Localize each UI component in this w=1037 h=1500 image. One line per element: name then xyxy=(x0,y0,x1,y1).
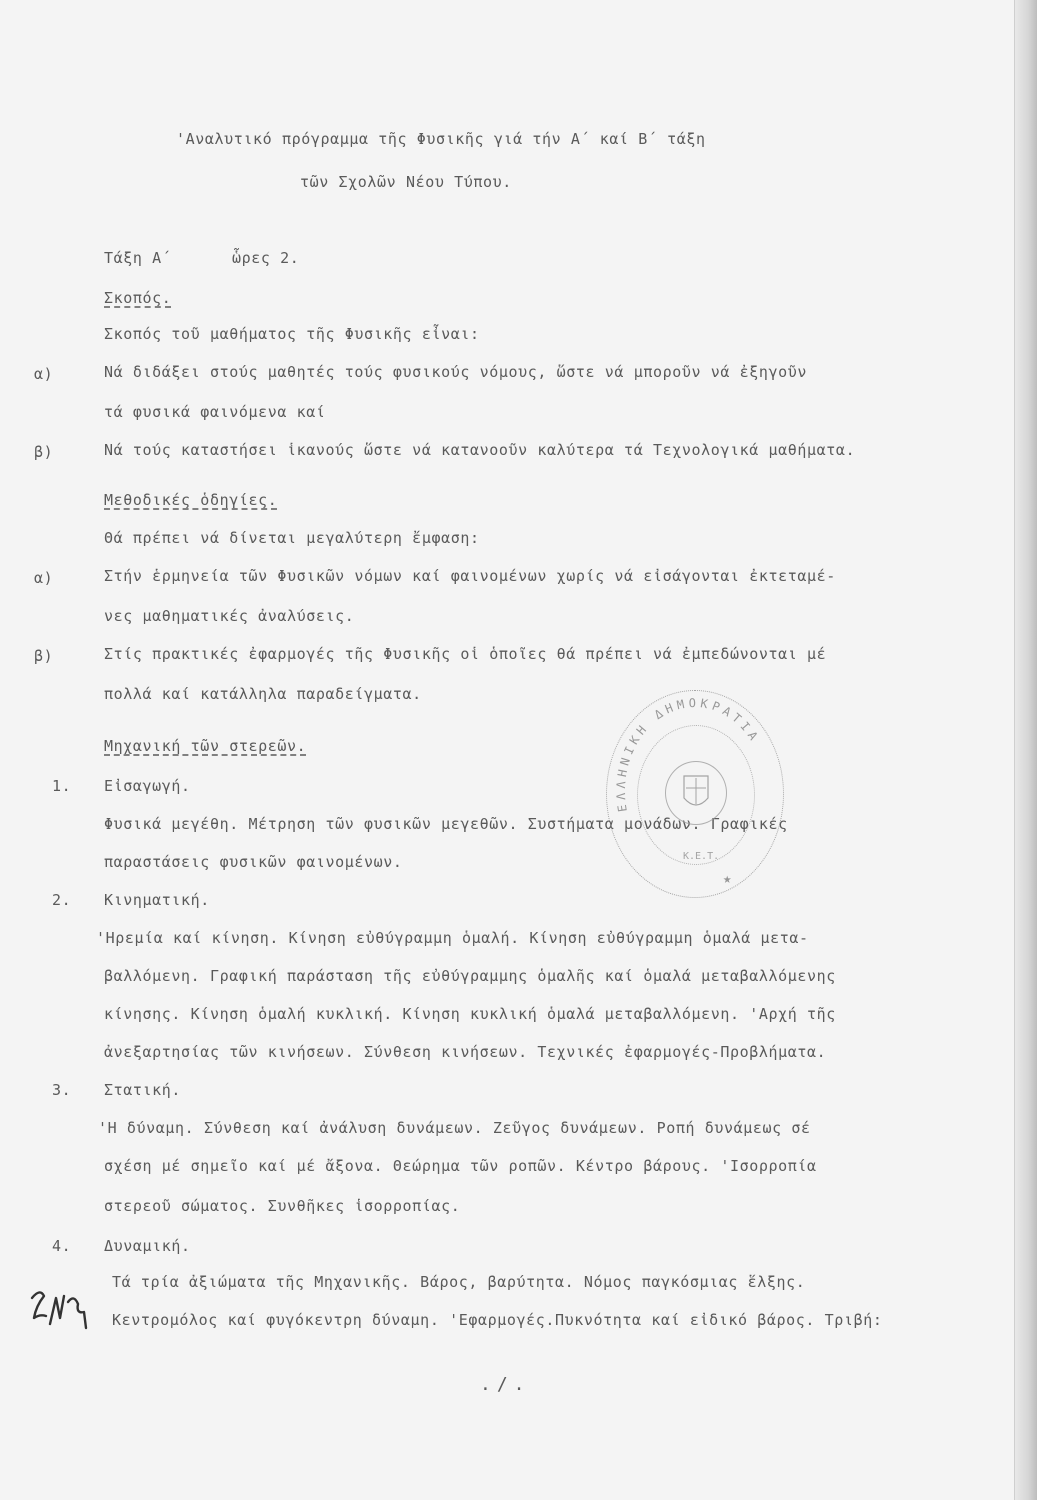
page-edge xyxy=(1014,0,1037,1500)
item-2-number: 2. xyxy=(52,891,72,909)
item-1-line-2: παραστάσεις φυσικῶν φαινομένων. xyxy=(104,853,403,871)
item-4-title: Δυναμική. xyxy=(104,1237,191,1255)
mechanics-heading: Μηχανική τῶν στερεῶν. xyxy=(104,737,307,755)
title-line-2: τῶν Σχολῶν Νέου Τύπου. xyxy=(300,173,512,191)
method-b-marker: β) xyxy=(34,647,54,665)
item-2-title: Κινηματική. xyxy=(104,891,210,909)
item-1-number: 1. xyxy=(52,777,72,795)
item-4-number: 4. xyxy=(52,1237,72,1255)
star-icon: ★ xyxy=(723,871,732,887)
class-hours: ὧρες 2. xyxy=(232,249,300,267)
item-3-number: 3. xyxy=(52,1081,72,1099)
aim-a-marker: α) xyxy=(34,365,54,383)
item-2-line-4: ἀνεξαρτησίας τῶν κινήσεων. Σύνθεση κινήσεων. Τεχνικές ἐφαρμογές-Προβλήματα. xyxy=(104,1043,827,1061)
item-3-line-3: στερεοῦ σώματος. Συνθῆκες ἱσορροπίας. xyxy=(104,1197,461,1215)
item-1-line-1: Φυσικά μεγέθη. Μέτρηση τῶν φυσικῶν μεγεθῶν. Συστήματα μονάδων. Γραφικές xyxy=(104,815,788,833)
aim-a-line-2: τά φυσικά φαινόμενα καί xyxy=(104,403,326,421)
item-4-line-2: Κεντρομόλος καί φυγόκεντρη δύναμη. 'Εφαρμογές.Πυκνότητα καί εἰδικό βάρος. Τριβή: xyxy=(112,1311,883,1329)
item-2-line-3: κίνησης. Κίνηση ὁμαλή κυκλική. Κίνηση κυκλική ὁμαλά μεταβαλλόμενη. 'Αρχή τῆς xyxy=(104,1005,836,1023)
handwritten-signature xyxy=(26,1284,96,1334)
coat-of-arms-icon xyxy=(665,761,727,825)
method-intro: Θά πρέπει νά δίνεται μεγαλύτερη ἔμφαση: xyxy=(104,529,480,547)
svg-text:ΕΛΛΗΝΙΚΗ ΔΗΜΟΚΡΑΤΙΑ: ΕΛΛΗΝΙΚΗ ΔΗΜΟΚΡΑΤΙΑ xyxy=(613,696,763,813)
item-3-title: Στατική. xyxy=(104,1081,182,1099)
item-3-line-2: σχέση μέ σημεῖο καί μέ ἄξονα. Θεώρημα τῶν ροπῶν. Κέντρο βάρους. 'Ισορροπία xyxy=(104,1157,817,1175)
method-a-line-1: Στήν ἑρμηνεία τῶν Φυσικῶν νόμων καί φαινομένων χωρίς νά εἰσάγονται ἐκτεταμέ- xyxy=(104,567,836,585)
item-3-line-1: 'Η δύναμη. Σύνθεση καί ἀνάλυση δυνάμεων. Ζεῦγος δυνάμεων. Ροπή δυνάμεως σέ xyxy=(98,1119,811,1137)
method-b-line-2: πολλά καί κατάλληλα παραδείγματα. xyxy=(104,685,422,703)
page-continuation-marker: ./. xyxy=(480,1374,531,1395)
method-b-line-1: Στίς πρακτικές ἐφαρμογές τῆς Φυσικῆς οἱ ὁποῖες θά πρέπει νά ἐμπεδώνονται μέ xyxy=(104,645,827,663)
method-heading: Μεθοδικές ὁδηγίες. xyxy=(104,491,278,509)
official-seal-stamp xyxy=(606,690,784,898)
aim-b-marker: β) xyxy=(34,443,54,461)
item-2-line-2: βαλλόμενη. Γραφική παράσταση τῆς εὐθύγραμμης ὁμαλῆς καί ὁμαλά μεταβαλλόμενης xyxy=(104,967,836,985)
item-4-line-1: Τά τρία ἀξιώματα τῆς Μηχανικῆς. Βάρος, βαρύτητα. Νόμος παγκόσμιας ἕλξης. xyxy=(112,1273,806,1291)
title-line-1: 'Αναλυτικό πρόγραμμα τῆς Φυσικῆς γιά τήν Α΄ καί Β΄ τάξη xyxy=(176,130,706,148)
item-2-line-1: 'Ηρεμία καί κίνηση. Κίνηση εὐθύγραμμη ὁμαλή. Κίνηση εὐθύγραμμη ὁμαλά μετα- xyxy=(96,929,809,947)
method-a-line-2: νες μαθηματικές ἀναλύσεις. xyxy=(104,607,355,625)
aim-b-line-1: Νά τούς καταστήσει ἱκανούς ὥστε νά κατανοοῦν καλύτερα τά Τεχνολογικά μαθήματα. xyxy=(104,441,856,459)
aim-intro: Σκοπός τοῦ μαθήματος τῆς Φυσικῆς εἶναι: xyxy=(104,325,480,343)
svg-text:Κ.Ε.Τ.: Κ.Ε.Τ. xyxy=(683,851,720,862)
item-1-title: Εἰσαγωγή. xyxy=(104,777,191,795)
aim-a-line-1: Νά διδάξει στούς μαθητές τούς φυσικούς νόμους, ὥστε νά μποροῦν νά ἐξηγοῦν xyxy=(104,363,808,381)
aim-heading: Σκοπός. xyxy=(104,289,172,307)
method-a-marker: α) xyxy=(34,569,54,587)
class-label: Τάξη Α΄ xyxy=(104,249,172,267)
